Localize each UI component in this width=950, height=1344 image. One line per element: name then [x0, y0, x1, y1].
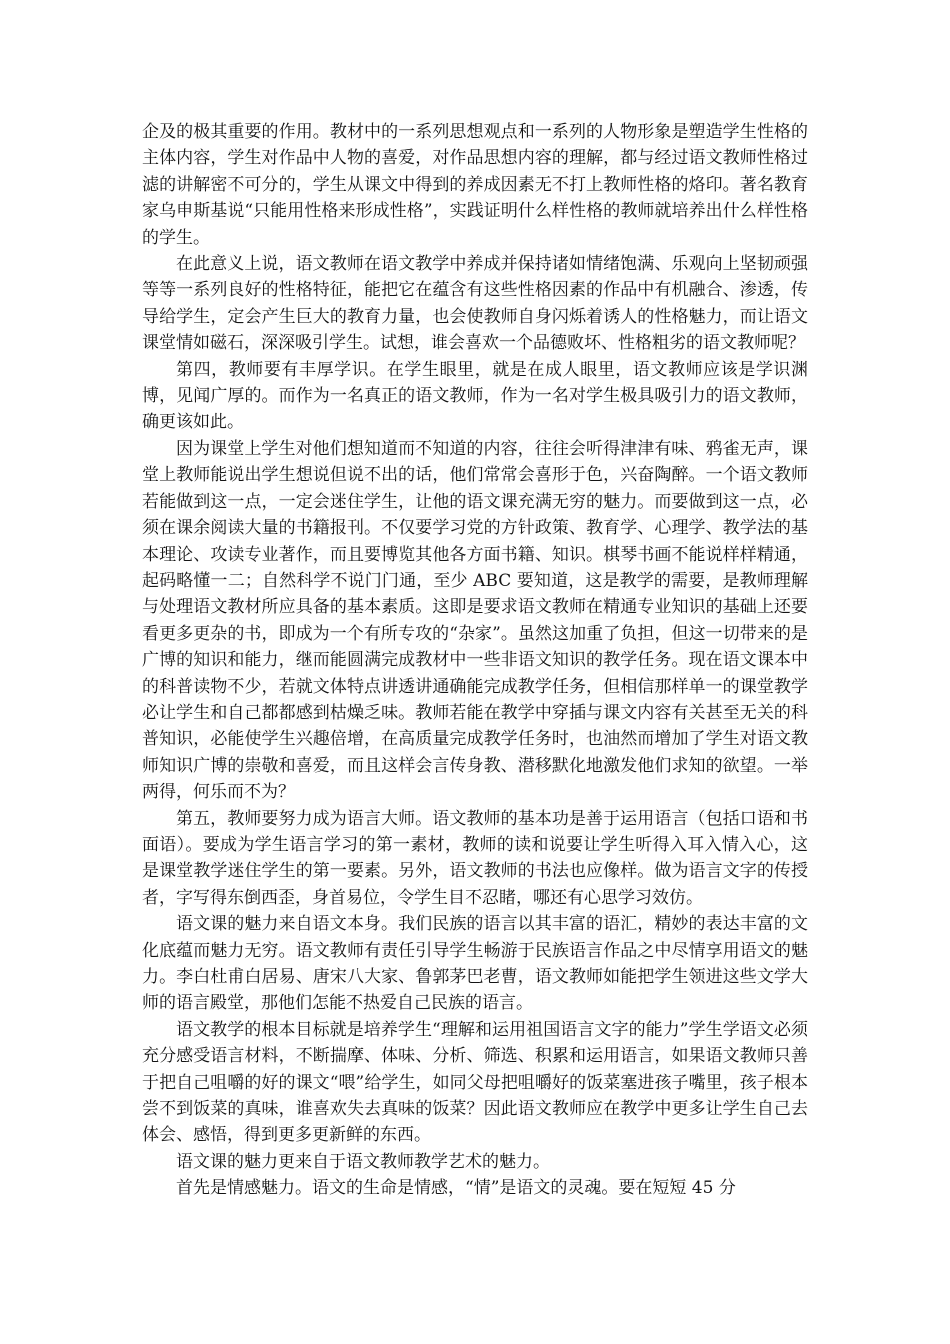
paragraph: 首先是情感魅力。语文的生命是情感，“情”是语文的灵魂。要在短短 45 分	[176, 1178, 736, 1199]
paragraph: 语文课的魅力来自语文本身。我们民族的语言以其丰富的语汇，精妙的表达丰富的文化底蕴而魅力无穷。语文教师有责任引导学生畅游于民族语言作品之中尽情享用语文的魅力。李白杜甫白居易、唐宋八大家、鲁郭茅巴老曹，语文教师如能把学生领进这些文学大师的语言殿堂，那他们怎能不热爱自己民族的语言。	[142, 914, 808, 1014]
paragraph: 因为课堂上学生对他们想知道而不知道的内容，往往会听得津津有味、鸦雀无声，课堂上教师能说出学生想说但说不出的话，他们常常会喜形于色，兴奋陶醉。一个语文教师若能做到这一点，一定会迷住学生，让他的语文课充满无穷的魅力。而要做到这一点，必须在课余阅读大量的书籍报刊。不仅要学习党的方针政策、教育学、心理学、教学法的基本理论、攻读专业著作，而且要博览其他各方面书籍、知识。棋琴书画不能说样样精通，起码略懂一二；自然科学不说门门通，至少 ABC 要知道，这是教学的需要，是教师理解与处理语文教材所应具备的基本素质。这即是要求语文教师在精通专业知识的基础上还要看更多更杂的书，即成为一个有所专攻的“杂家”。虽然这加重了负担，但这一切带来的是广博的知识和能力，继而能圆满完成教材中一些非语文知识的教学任务。现在语文课本中的科普读物不少，若就文体特点讲透讲通确能完成教学任务，但相信那样单一的课堂教学必让学生和自己都都感到枯燥乏味。教师若能在教学中穿插与课文内容有关甚至无关的科普知识，必能使学生兴趣倍增，在高质量完成教学任务时，也油然而增加了学生对语文教师知识广博的崇敬和喜爱，而且这样会言传身教、潜移默化地激发他们求知的欲望。一举两得，何乐而不为？	[142, 438, 808, 803]
paragraph: 语文教学的根本目标就是培养学生“理解和运用祖国语言文字的能力”学生学语文必须充分感受语言材料，不断揣摩、体味、分析、筛选、积累和运用语言，如果语文教师只善于把自己咀嚼的好的课文“喂”给学生，如同父母把咀嚼好的饭菜塞进孩子嘴里，孩子根本尝不到饭菜的真味，谁喜欢失去真味的饭菜？因此语文教师应在教学中更多让学生自己去体会、感悟，得到更多更新鲜的东西。	[142, 1019, 808, 1146]
paragraph: 企及的极其重要的作用。教材中的一系列思想观点和一系列的人物形象是塑造学生性格的主体内容，学生对作品中人物的喜爱，对作品思想内容的理解，都与经过语文教师性格过滤的讲解密不可分的，学生从课文中得到的养成因素无不打上教师性格的烙印。著名教育家乌申斯基说“只能用性格来形成性格”，实践证明什么样性格的教师就培养出什么样性格的学生。	[142, 122, 808, 248]
paragraph: 在此意义上说，语文教师在语文教学中养成并保持诸如情绪饱满、乐观向上坚韧顽强等等一系列良好的性格特征，能把它在蕴含有这些性格因素的作品中有机融合、渗透，传导给学生，定会产生巨大的教育力量，也会使教师自身闪烁着诱人的性格魅力，而让语文课堂情如磁石，深深吸引学生。试想，谁会喜欢一个品德败坏、性格粗劣的语文教师呢？	[142, 254, 808, 354]
document-body	[142, 119, 808, 1202]
paragraph: 第五，教师要努力成为语言大师。语文教师的基本功是善于运用语言（包括口语和书面语）。要成为学生语言学习的第一素材，教师的读和说要让学生听得入耳入情入心，这是课堂教学迷住学生的第一要素。另外，语文教师的书法也应像样。做为语言文字的传授者，字写得东倒西歪，身首易位，令学生目不忍睹，哪还有心思学习效仿。	[142, 808, 808, 908]
paragraph: 语文课的魅力更来自于语文教师教学艺术的魅力。	[176, 1151, 550, 1172]
paragraph: 第四，教师要有丰厚学识。在学生眼里，就是在成人眼里，语文教师应该是学识渊博，见闻广厚的。而作为一名真正的语文教师，作为一名对学生极具吸引力的语文教师，确更该如此。	[142, 359, 808, 433]
